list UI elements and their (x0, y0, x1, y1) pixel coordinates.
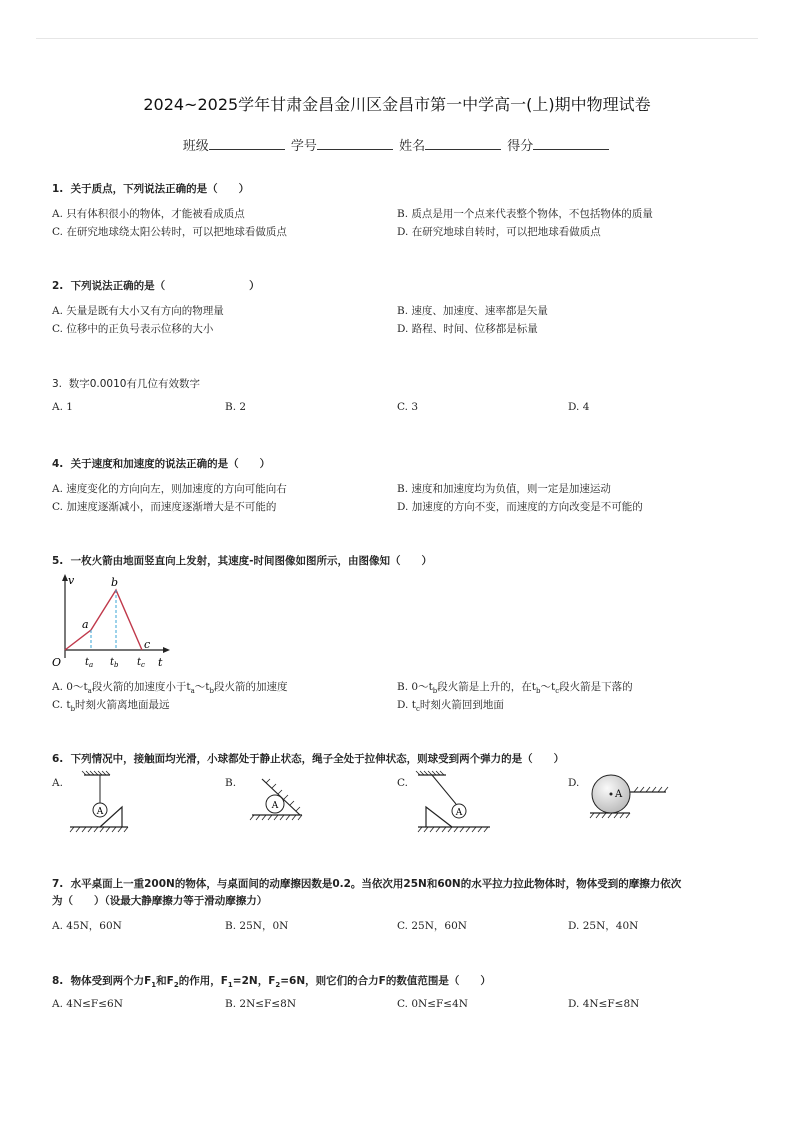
score-label: 得分 (507, 139, 534, 154)
q6-option-d[interactable]: D. (568, 777, 580, 789)
q5-option-c[interactable]: C. $t_b$时刻火箭离地面最远 (52, 699, 170, 714)
question-7-cont: 为（ ）（设最大静摩擦力等于滑动摩擦力） (52, 895, 268, 907)
q7-option-a[interactable]: A. 45N，60N (52, 920, 122, 932)
q5-option-a[interactable]: A. $0\sim t_a$段火箭的加速度小于$t_a\sim t_b$段火箭的加速度 (52, 681, 288, 696)
q8-option-c[interactable]: C. 0N≤F≤4N (397, 998, 468, 1010)
q3-option-b[interactable]: B. 2 (225, 401, 247, 413)
point-a-label: a (82, 618, 89, 631)
t-axis-arrow (163, 647, 170, 653)
svg-text:A: A (615, 789, 623, 800)
q3-option-a[interactable]: A. 1 (52, 401, 73, 413)
svg-text:A: A (96, 807, 104, 817)
class-blank[interactable] (209, 138, 285, 150)
q1-option-a[interactable]: A. 只有体积很小的物体，才能被看成质点 (52, 208, 245, 220)
question-6: 6. 下列情况中，接触面均光滑，小球都处于静止状态，绳子全处于拉伸状态，则球受到两个弹力的是（ ） (52, 753, 565, 765)
q1-option-c[interactable]: C. 在研究地球绕太阳公转时，可以把地球看做质点 (52, 226, 287, 238)
svg-text:A: A (455, 808, 463, 818)
figure-a (68, 770, 130, 834)
q4-option-c[interactable]: C. 加速度逐渐减小，而速度逐渐增大是不可能的 (52, 501, 277, 513)
top-divider (36, 38, 758, 39)
q8-option-b[interactable]: B. 2N≤F≤8N (225, 998, 297, 1010)
question-7: 7. 水平桌面上一重200N的物体，与桌面间的动摩擦因数是0.2。当依次用25N和60N的水平拉力拉此物体时，物体受到的摩擦力依次 (52, 878, 682, 890)
q1-option-d[interactable]: D. 在研究地球自转时，可以把地球看做质点 (397, 226, 601, 238)
q5-option-d[interactable]: D. $t_c$时刻火箭回到地面 (397, 699, 504, 714)
q2-option-d[interactable]: D. 路程、时间、位移都是标量 (397, 323, 538, 335)
question-3: 3. 数字0.0010有几位有效数字 (52, 378, 200, 390)
q8-option-d[interactable]: D. 4N≤F≤8N (568, 998, 640, 1010)
score-blank[interactable] (533, 138, 609, 150)
velocity-time-graph (50, 572, 175, 670)
q1-option-b[interactable]: B. 质点是用一个点来代表整个物体，不包括物体的质量 (397, 208, 653, 220)
tc-label: $t_c$ (137, 657, 145, 669)
q4-option-d[interactable]: D. 加速度的方向不变，而速度的方向改变是不可能的 (397, 501, 643, 513)
ta-label: $t_a$ (85, 657, 94, 669)
tb-label: $t_b$ (110, 657, 119, 669)
q3-option-d[interactable]: D. 4 (568, 401, 590, 413)
class-label: 班级 (182, 139, 209, 154)
q4-option-b[interactable]: B. 速度和加速度均为负值，则一定是加速运动 (397, 483, 611, 495)
q3-option-c[interactable]: C. 3 (397, 401, 419, 413)
question-5: 5. 一枚火箭由地面竖直向上发射，其速度-时间图像如图所示，由图像知（ ） (52, 555, 432, 567)
q6-option-a[interactable]: A. (52, 777, 63, 789)
figure-b (240, 775, 310, 825)
question-4: 4. 关于速度和加速度的说法正确的是（ ） (52, 458, 271, 470)
figure-d (586, 770, 670, 822)
velocity-line (65, 590, 142, 650)
q7-option-c[interactable]: C. 25N，60N (397, 920, 467, 932)
q2-option-b[interactable]: B. 速度、加速度、速率都是矢量 (397, 305, 548, 317)
q7-option-d[interactable]: D. 25N，40N (568, 920, 639, 932)
point-c-label: c (144, 638, 151, 651)
student-info-line (0, 135, 794, 154)
q4-option-a[interactable]: A. 速度变化的方向向左，则加速度的方向可能向右 (52, 483, 287, 495)
v-label: v (68, 574, 75, 587)
question-1: 1. 关于质点，下列说法正确的是（ ） (52, 183, 250, 195)
figure-c (412, 770, 492, 834)
q7-option-b[interactable]: B. 25N，0N (225, 920, 289, 932)
svg-text:A: A (271, 801, 279, 811)
q6-option-c[interactable]: C. (397, 777, 408, 789)
point-b-label: b (111, 576, 119, 589)
number-blank[interactable] (317, 138, 393, 150)
t-label: t (158, 656, 163, 669)
q8-option-a[interactable]: A. 4N≤F≤6N (52, 998, 123, 1010)
question-2: 2. 下列说法正确的是（ ） (52, 280, 260, 292)
page-title: 2024~2025学年甘肃金昌金川区金昌市第一中学高一(上)期中物理试卷 (143, 95, 651, 114)
number-label: 学号 (290, 139, 317, 154)
q6-option-b[interactable]: B. (225, 777, 237, 789)
origin-label: O (52, 656, 62, 669)
q5-option-b[interactable]: B. $0\sim t_b$段火箭是上升的，在$t_b\sim t_c$段火箭是下落的 (397, 681, 633, 696)
name-blank[interactable] (425, 138, 501, 150)
q2-option-c[interactable]: C. 位移中的正负号表示位移的大小 (52, 323, 214, 335)
q2-option-a[interactable]: A. 矢量是既有大小又有方向的物理量 (52, 305, 224, 317)
question-8: 8. 物体受到两个力$F_1$和$F_2$的作用，$F_1=2N$，$F_2=6N$，则它们的合力F的数值范围是（ ） (52, 975, 491, 990)
name-label: 姓名 (399, 139, 426, 154)
